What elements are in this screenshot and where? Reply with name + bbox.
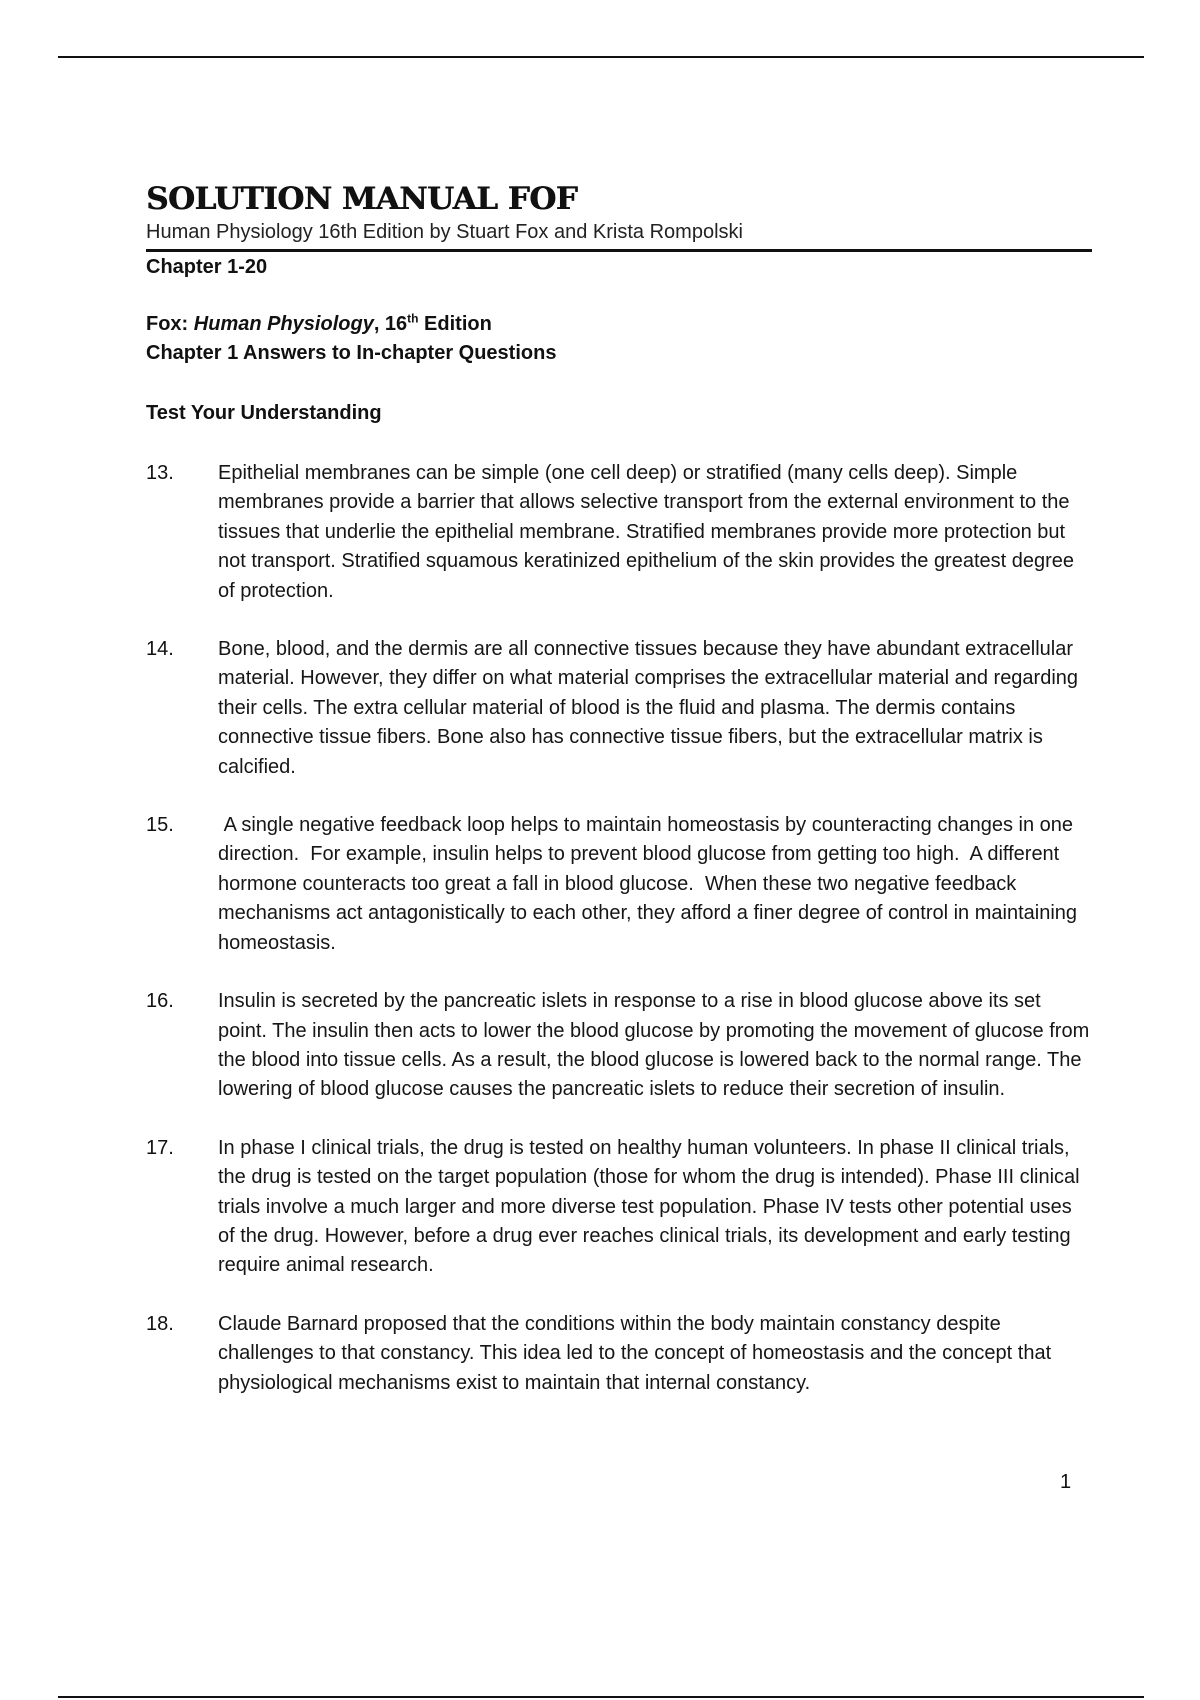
book-edition-suffix: Edition (418, 313, 492, 335)
document-subtitle: Human Physiology 16th Edition by Stuart Fox and Krista Rompolski (146, 221, 743, 243)
bottom-divider (58, 1696, 1144, 1698)
book-author-prefix: Fox: (146, 313, 194, 335)
answer-number: 13. (146, 462, 174, 484)
section-heading: Test Your Understanding (146, 402, 382, 424)
answer-text: In phase I clinical trials, the drug is tested on healthy human volunteers. In phase II clinical trials, the drug is tested on the target population (those for whom the drug is intended). Phase III clinical trials involve a much larger and more diverse test population. Phase IV tests other potential uses of the drug. However, before a drug ever reaches clinical trials, its development and early testing require animal research. (218, 1136, 1080, 1277)
answer-text: Claude Barnard proposed that the conditions within the body maintain constancy despite challenges to that constancy. This idea led to the concept of homeostasis and the concept that physiological mechanisms exist to maintain that internal constancy. (218, 1312, 1052, 1394)
book-title: Human Physiology (193, 313, 374, 335)
answer-text: Epithelial membranes can be simple (one cell deep) or stratified (many cells deep). Simple membranes provide a barrier that allows selective transport from the external environment to the tissues that underlie the epithelial membrane. Stratified membranes provide more protection but not transport. Stratified squamous keratinized epithelium of the skin provides the greatest degree of protection. (218, 462, 1075, 602)
document-body (146, 180, 1092, 1427)
document-title: SOLUTION MANUAL FOF (146, 181, 578, 217)
answer-item-18 (146, 1310, 1092, 1398)
chapter-heading: Chapter 1 Answers to In-chapter Questions (146, 342, 557, 364)
answer-item-15 (146, 811, 1092, 958)
answer-number: 15. (146, 814, 174, 837)
answer-number: 14. (146, 638, 174, 661)
answer-item-13 (146, 459, 1092, 606)
answer-text: Bone, blood, and the dermis are all connective tissues because they have abundant extracellular material. However, they differ on what material comprises the extracellular material and regarding their cells. The extra cellular material of blood is the fluid and plasma. The dermis contains connective tissue fibers. Bone also has connective tissue fibers, but the extracellular matrix is calcified. (218, 638, 1079, 778)
answer-number: 18. (146, 1312, 174, 1335)
book-title-line (146, 310, 1092, 339)
answer-list (146, 459, 1092, 1398)
answer-number: 17. (146, 1136, 174, 1159)
answer-number: 16. (146, 990, 174, 1013)
answer-text: Insulin is secreted by the pancreatic islets in response to a rise in blood glucose above its set point. The insulin then acts to lower the blood glucose by promoting the movement of glucose from the blood into tissue cells. As a result, the blood glucose is lowered back to the normal range. The lowering of blood glucose causes the pancreatic islets to reduce their secretion of insulin. (218, 990, 1090, 1101)
page-number: 1 (1060, 1471, 1072, 1493)
chapter-range: Chapter 1-20 (146, 256, 268, 278)
answer-text: A single negative feedback loop helps to maintain homeostasis by counteracting changes in one direction. For example, insulin helps to prevent blood glucose from getting too high. A different hormone counteracts too great a fall in blood glucose. When these two negative feedback mechanisms act antagonistically to each other, they afford a finer degree of control in maintaining homeostasis. (218, 814, 1083, 954)
top-divider (58, 56, 1144, 58)
answer-item-16 (146, 987, 1092, 1105)
answer-item-17 (146, 1134, 1092, 1281)
book-edition-superscript: th (407, 311, 419, 326)
book-edition-number: , 16 (373, 313, 408, 335)
answer-item-14 (146, 635, 1092, 782)
